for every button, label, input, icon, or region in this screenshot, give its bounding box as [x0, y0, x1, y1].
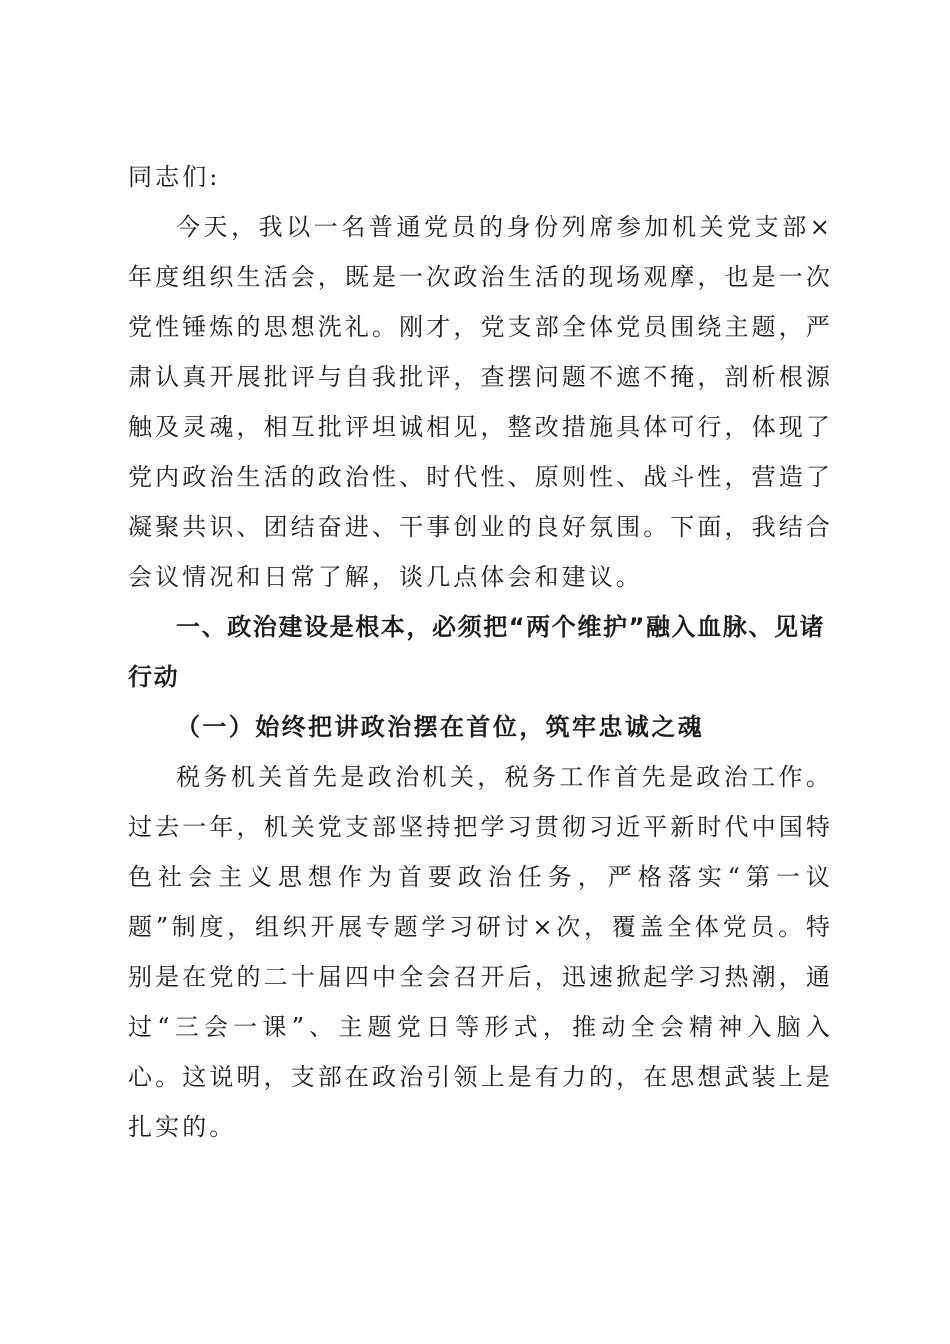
- salutation: 同志们:: [128, 163, 221, 191]
- section-heading: 一、政治建设是根本，必须把“两个维护”融入血脉、见诸行动: [128, 613, 826, 691]
- body-paragraph: 税务机关首先是政治机关，税务工作首先是政治工作。过去一年，机关党支部坚持把学习贯彻习近平新时代中国特色社会主义思想作为首要政治任务，严格落实“第一议题”制度，组织开展专题学习研讨×次，覆盖全体党员。特别是在党的二十届四中全会召开后，迅速掀起学习热潮，通过“三会一课”、主题党日等形式，推动全会精神入脑入心。这说明，支部在政治引领上是有力的，在思想武装上是扎实的。: [128, 763, 833, 1141]
- document-body: [128, 152, 833, 1152]
- subsection-heading: （一）始终把讲政治摆在首位，筑牢忠诚之魂: [176, 712, 704, 741]
- intro-paragraph: 今天，我以一名普通党员的身份列席参加机关党支部×年度组织生活会，既是一次政治生活的现场观摩，也是一次党性锤炼的思想洗礼。刚才，党支部全体党员围绕主题，严肃认真开展批评与自我批评，查摆问题不遮不掩，剖析根源触及灵魂，相互批评坦诚相见，整改措施具体可行，体现了党内政治生活的政治性、时代性、原则性、战斗性，营造了凝聚共识、团结奋进、干事创业的良好氛围。下面，我结合会议情况和日常了解，谈几点体会和建议。: [128, 213, 833, 591]
